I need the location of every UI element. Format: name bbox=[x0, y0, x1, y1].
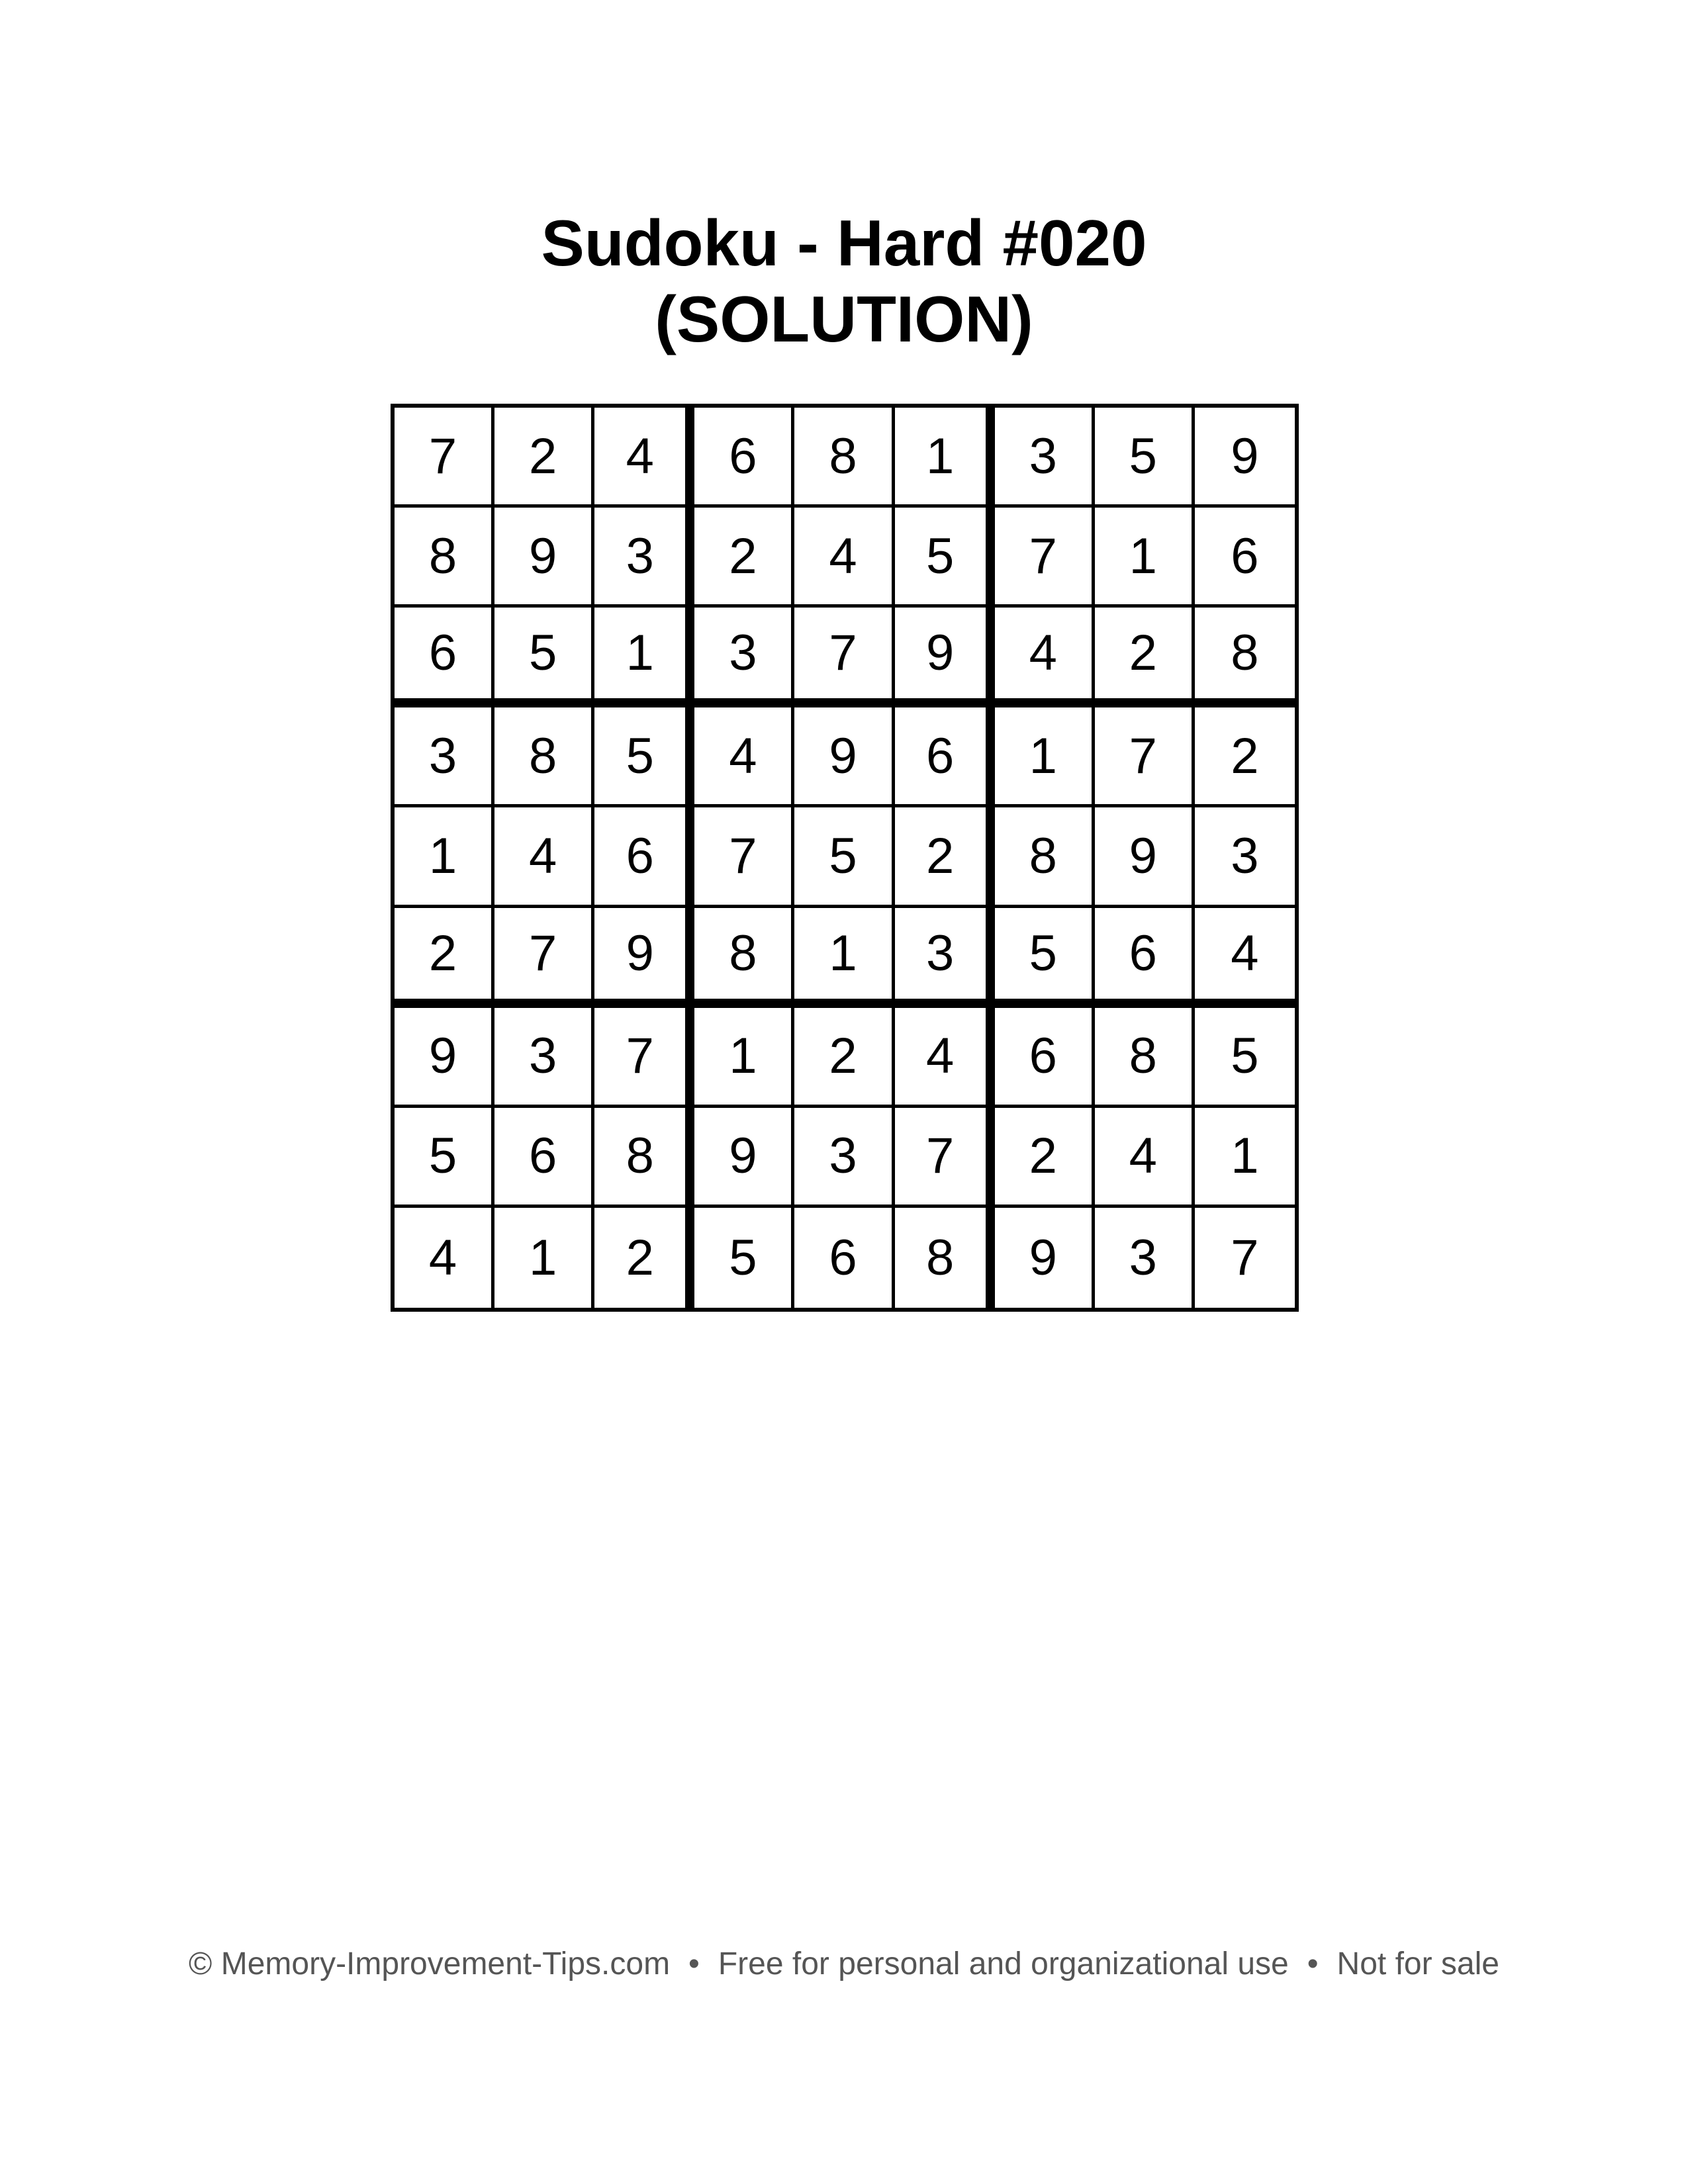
sudoku-cell-r7-c6: 4 bbox=[895, 1008, 995, 1108]
sudoku-cell-r9-c9: 7 bbox=[1231, 1229, 1259, 1286]
sudoku-cell-r5-c6: 2 bbox=[895, 807, 995, 907]
sudoku-cell-r4-c5: 9 bbox=[794, 707, 894, 807]
footer-sale: Not for sale bbox=[1336, 1946, 1499, 1981]
sudoku-cell-r2-c9: 6 bbox=[1195, 508, 1295, 608]
sudoku-cell-r1-c8: 5 bbox=[1095, 408, 1195, 508]
sudoku-cell-r8-c5: 3 bbox=[794, 1108, 894, 1208]
sudoku-cell-r2-c3: 3 bbox=[594, 508, 694, 608]
sudoku-cell-r2-c8: 1 bbox=[1095, 508, 1195, 608]
sudoku-cell-r3-c2: 5 bbox=[494, 608, 594, 707]
sudoku-cell-r9-c4: 5 bbox=[694, 1208, 794, 1308]
sudoku-cell-r8-c3: 8 bbox=[594, 1108, 694, 1208]
sudoku-cell-r7-c5: 2 bbox=[794, 1008, 894, 1108]
sudoku-cell-r7-c4: 1 bbox=[694, 1008, 794, 1108]
sudoku-cell-r2-c4: 2 bbox=[694, 508, 794, 608]
sudoku-cell-r7-c2: 3 bbox=[494, 1008, 594, 1108]
sudoku-cell-r3-c1: 6 bbox=[395, 608, 494, 707]
sudoku-cell-r4-c3: 5 bbox=[594, 707, 694, 807]
sudoku-cell-r1-c4: 6 bbox=[694, 408, 794, 508]
footer-copyright: © Memory-Improvement-Tips.com bbox=[189, 1946, 671, 1981]
sudoku-cell-r8-c8: 4 bbox=[1095, 1108, 1195, 1208]
sudoku-cell-r6-c4: 8 bbox=[694, 908, 794, 1008]
sudoku-cell-r6-c1: 2 bbox=[395, 908, 494, 1008]
sudoku-cell-r2-c1: 8 bbox=[395, 508, 494, 608]
sudoku-cell-r7-c3: 7 bbox=[594, 1008, 694, 1108]
sudoku-cell-r5-c7: 8 bbox=[995, 807, 1095, 907]
sudoku-cell-r6-c2: 7 bbox=[494, 908, 594, 1008]
sudoku-cell-r2-c6: 5 bbox=[895, 508, 995, 608]
sudoku-cell-r3-c8: 2 bbox=[1095, 608, 1195, 707]
sudoku-cell-r3-c3: 1 bbox=[594, 608, 694, 707]
sudoku-cell-r5-c2: 4 bbox=[494, 807, 594, 907]
footer-separator: • bbox=[1307, 1946, 1319, 1981]
sudoku-cell-r4-c8: 7 bbox=[1095, 707, 1195, 807]
sudoku-cell-r3-c6: 9 bbox=[895, 608, 995, 707]
sudoku-cell-r8-c7: 2 bbox=[995, 1108, 1095, 1208]
footer bbox=[0, 1946, 1688, 1982]
sudoku-cell-r2-c7: 7 bbox=[995, 508, 1095, 608]
sudoku-cell-r5-c8: 9 bbox=[1095, 807, 1195, 907]
sudoku-cell-r5-c1: 1 bbox=[395, 807, 494, 907]
sudoku-cell-r7-c9: 5 bbox=[1195, 1008, 1295, 1108]
sudoku-cell-r4-c2: 8 bbox=[494, 707, 594, 807]
footer-usage: Free for personal and organizational use bbox=[718, 1946, 1289, 1981]
sudoku-cell-r1-c1: 7 bbox=[395, 408, 494, 508]
sudoku-cell-r4-c1: 3 bbox=[395, 707, 494, 807]
sudoku-cell-r6-c7: 5 bbox=[995, 908, 1095, 1008]
sudoku-cell-r9-c3: 2 bbox=[594, 1208, 694, 1308]
sudoku-cell-r4-c4: 4 bbox=[694, 707, 794, 807]
sudoku-cell-r6-c3: 9 bbox=[594, 908, 694, 1008]
page-title: Sudoku - Hard #020 bbox=[541, 206, 1147, 279]
sudoku-cell-r1-c5: 8 bbox=[794, 408, 894, 508]
sudoku-cell-r9-c8: 3 bbox=[1095, 1208, 1195, 1308]
sudoku-cell-r7-c8: 8 bbox=[1095, 1008, 1195, 1108]
sudoku-cell-r5-c3: 6 bbox=[594, 807, 694, 907]
sudoku-cell-r3-c4: 3 bbox=[694, 608, 794, 707]
sudoku-cell-r8-c9: 1 bbox=[1195, 1108, 1295, 1208]
sudoku-cell-r1-c6: 1 bbox=[895, 408, 995, 508]
sudoku-cell-r9-c7: 9 bbox=[995, 1208, 1095, 1308]
sudoku-cell-r7-c1: 9 bbox=[395, 1008, 494, 1108]
sudoku-cell-r3-c5: 7 bbox=[794, 608, 894, 707]
sudoku-cell-r5-c5: 5 bbox=[794, 807, 894, 907]
sudoku-cell-r5-c4: 7 bbox=[694, 807, 794, 907]
sudoku-cell-r8-c4: 9 bbox=[694, 1108, 794, 1208]
footer-separator: • bbox=[688, 1946, 700, 1981]
sudoku-cell-r9-c6: 8 bbox=[895, 1208, 995, 1308]
sudoku-cell-r3-c9: 8 bbox=[1195, 608, 1295, 707]
sudoku-cell-r3-c7: 4 bbox=[995, 608, 1095, 707]
sudoku-cell-r6-c8: 6 bbox=[1095, 908, 1195, 1008]
sudoku-cell-r8-c6: 7 bbox=[895, 1108, 995, 1208]
sudoku-cell-r6-c9: 4 bbox=[1195, 908, 1295, 1008]
sudoku-cell-r7-c7: 6 bbox=[995, 1008, 1095, 1108]
sudoku-cell-r1-c7: 3 bbox=[995, 408, 1095, 508]
sudoku-cell-r9-c2: 1 bbox=[494, 1208, 594, 1308]
sudoku-grid bbox=[391, 404, 1299, 1312]
sudoku-cell-r2-c2: 9 bbox=[494, 508, 594, 608]
sudoku-cell-r5-c9: 3 bbox=[1195, 807, 1295, 907]
sudoku-cell-r6-c6: 3 bbox=[895, 908, 995, 1008]
sudoku-cell-r2-c5: 4 bbox=[794, 508, 894, 608]
sudoku-cell-r6-c5: 1 bbox=[794, 908, 894, 1008]
sudoku-cell-r9-c1: 4 bbox=[395, 1208, 494, 1308]
page-subtitle: (SOLUTION) bbox=[655, 283, 1033, 355]
sudoku-cell-r4-c6: 6 bbox=[895, 707, 995, 807]
sudoku-cell-r1-c2: 2 bbox=[494, 408, 594, 508]
sudoku-cell-r8-c2: 6 bbox=[494, 1108, 594, 1208]
sudoku-cell-r8-c1: 5 bbox=[395, 1108, 494, 1208]
sudoku-cell-r9-c5: 6 bbox=[794, 1208, 894, 1308]
sudoku-cell-r4-c9: 2 bbox=[1195, 707, 1295, 807]
sudoku-cell-r1-c3: 4 bbox=[594, 408, 694, 508]
sudoku-cell-r1-c9: 9 bbox=[1195, 408, 1295, 508]
sudoku-cell-r4-c7: 1 bbox=[995, 707, 1095, 807]
